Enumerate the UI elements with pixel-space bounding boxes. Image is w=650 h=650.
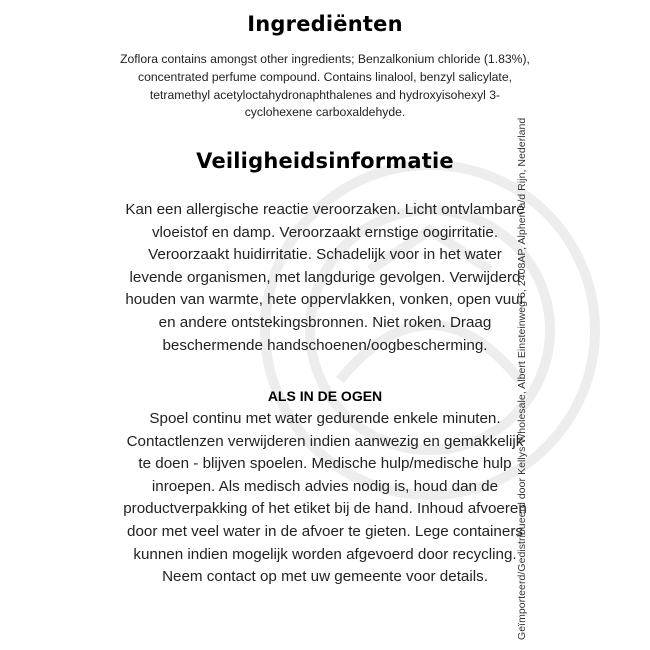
- ingredients-text: Zoflora contains amongst other ingredients; Benzalkonium chloride (1.83%), concentrated perfume compound. Contains linalool, benzyl salicylate, tetramethyl acetyloctahydronaphthalenes and hydroxyisohexyl 3-cyclohexene carboxaldehyde.: [120, 52, 530, 120]
- safety-text: Kan een allergische reactie veroorzaken. Licht ontvlambare vloeistof en damp. Veroorzaakt ernstige oogirritatie. Veroorzaakt huidirritatie. Schadelijk voor in het water levende organismen, met langdurige gevolgen. Verwijderd houden van warmte, hete oppervlakken, vonken, open vuur en andere ontstekingsbronnen. Niet roken. Draag beschermende handschoenen/oogbescherming.: [125, 201, 525, 354]
- eyes-instructions-text: Spoel continu met water gedurende enkele minuten. Contactlenzen verwijderen indien aanwezig en gemakkelijk te doen - blijven spoelen. Medische hulp/medische hulp inroepen. Als medisch advies nodig is, houd dan de productverpakking of het etiket bij de hand. Inhoud afvoeren door met veel water in de afvoer te gieten. Lege containers kunnen indien mogelijk worden afgevoerd door recycling. Neem contact op met uw gemeente voor details.: [123, 410, 527, 586]
- distributor-note: Geïmporteerd/Gedistribueerd door Kellys Wholesale, Albert Einsteinweg 5, 2408AP, Alphen a/d Rijn, Nederland: [516, 117, 528, 640]
- safety-heading: Veiligheidsinformatie: [196, 149, 454, 173]
- ingredients-heading: Ingrediënten: [247, 12, 403, 36]
- eyes-subheading: ALS IN DE OGEN: [267, 388, 383, 404]
